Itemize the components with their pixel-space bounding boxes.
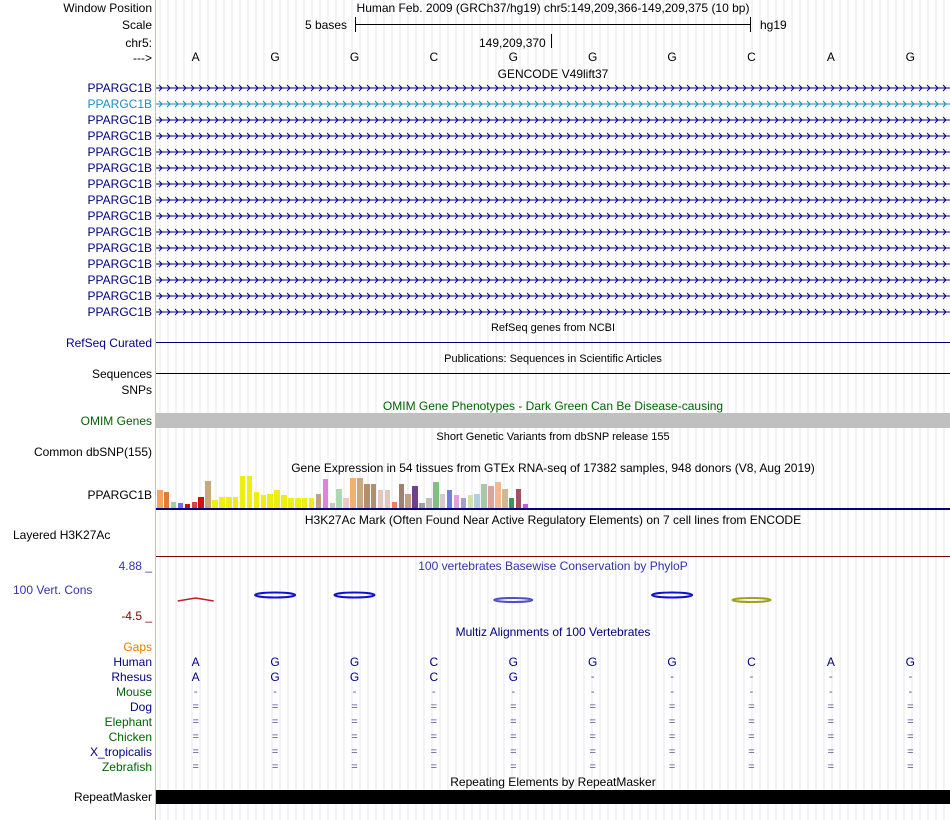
gtex-tissue-bar[interactable] — [261, 495, 267, 508]
gtex-tissue-bar[interactable] — [399, 484, 405, 508]
gtex-label[interactable]: PPARGC1B — [87, 488, 152, 502]
scale-value: 5 bases — [305, 18, 348, 32]
gencode-transcript-line[interactable] — [156, 259, 950, 269]
alignment-base: = — [827, 731, 835, 743]
gencode-item-label[interactable]: PPARGC1B — [87, 97, 152, 111]
gencode-transcript-line[interactable] — [156, 291, 950, 301]
species-label-elephant[interactable]: Elephant — [104, 715, 152, 729]
alignment-base: = — [907, 716, 914, 728]
repeatmasker-label[interactable]: RepeatMasker — [73, 790, 152, 804]
gtex-tissue-bar[interactable] — [288, 498, 294, 508]
base-letter: C — [747, 50, 756, 64]
alignment-base: = — [589, 731, 596, 743]
alignment-base: = — [430, 731, 438, 743]
gencode-item-label[interactable]: PPARGC1B — [87, 225, 152, 239]
alignment-base: - — [670, 671, 674, 683]
alignment-base: C — [429, 655, 439, 669]
alignment-base: - — [670, 686, 674, 698]
gtex-tissue-bar[interactable] — [440, 494, 446, 508]
alignment-base: = — [510, 701, 517, 713]
alignment-base: = — [430, 761, 438, 773]
alignment-base: C — [429, 670, 439, 684]
gtex-tissue-bar[interactable] — [502, 489, 508, 508]
gtex-tissue-bar[interactable] — [316, 494, 322, 508]
alignment-base: = — [748, 731, 755, 743]
h3k27ac-label[interactable]: Layered H3K27Ac — [13, 528, 111, 542]
alignment-base: - — [273, 686, 277, 698]
gtex-tissue-bar[interactable] — [371, 484, 377, 508]
repeatmasker-bar[interactable] — [156, 790, 950, 804]
base-letter: G — [349, 50, 360, 64]
omim-bar[interactable] — [156, 413, 950, 428]
alignment-base: = — [827, 716, 835, 728]
alignment-base: = — [271, 731, 279, 743]
alignment-base: = — [827, 746, 835, 758]
gtex-tissue-bar[interactable] — [295, 498, 301, 508]
alignment-base: = — [510, 731, 517, 743]
gtex-tissue-bar[interactable] — [481, 484, 487, 508]
gencode-item-label[interactable]: PPARGC1B — [87, 113, 152, 127]
alignment-base: - — [749, 686, 754, 698]
chrom-position: 149,209,370 — [479, 36, 546, 50]
gencode-item-label[interactable]: PPARGC1B — [87, 273, 152, 287]
alignment-base: = — [589, 761, 596, 773]
gencode-transcript-line[interactable] — [156, 243, 950, 253]
base-letter: C — [429, 50, 439, 64]
gencode-item-label[interactable]: PPARGC1B — [87, 305, 152, 319]
alignment-base: - — [908, 686, 913, 698]
publications-label[interactable]: Sequences — [91, 367, 152, 381]
gtex-title: Gene Expression in 54 tissues from GTEx RNA-seq of 17382 samples, 948 donors (V8, Aug 2019) — [291, 461, 815, 475]
dbsnp-title: Short Genetic Variants from dbSNP release 155 — [436, 431, 670, 443]
scale-label: Scale — [121, 18, 152, 32]
gtex-tissue-bar[interactable] — [336, 489, 342, 508]
gencode-item-label[interactable]: PPARGC1B — [87, 241, 152, 255]
chrom-label: chr5: — [125, 36, 152, 50]
gencode-item-label[interactable]: PPARGC1B — [87, 129, 152, 143]
gtex-tissue-bar[interactable] — [468, 495, 474, 508]
alignment-base: = — [192, 731, 199, 743]
gtex-tissue-bar[interactable] — [405, 494, 411, 508]
phylop-min: -4.5 _ — [121, 609, 152, 623]
phylop-max: 4.88 _ — [118, 559, 152, 573]
alignment-base: = — [907, 761, 914, 773]
base-letter: G — [270, 50, 280, 64]
alignment-base: = — [510, 746, 517, 758]
gtex-tissue-bar[interactable] — [488, 486, 494, 508]
gtex-tissue-bar[interactable] — [509, 498, 515, 508]
omim-title: OMIM Gene Phenotypes - Dark Green Can Be Disease-causing — [382, 399, 724, 413]
species-label-x_tropicalis[interactable]: X_tropicalis — [89, 745, 152, 759]
alignment-base: = — [748, 746, 755, 758]
gtex-tissue-bar[interactable] — [495, 482, 501, 508]
snps-label[interactable]: SNPs — [121, 383, 152, 397]
alignment-base: - — [432, 686, 436, 698]
gtex-tissue-bar[interactable] — [157, 490, 163, 508]
alignment-base: = — [351, 731, 358, 743]
alignment-base: G — [588, 655, 598, 669]
alignment-base: = — [351, 761, 358, 773]
alignment-base: = — [827, 761, 835, 773]
phylop-glyph — [652, 593, 692, 598]
alignment-base: = — [192, 716, 199, 728]
gaps-label[interactable]: Gaps — [123, 640, 152, 654]
alignment-base: = — [668, 716, 676, 728]
base-letter: A — [826, 50, 835, 64]
gtex-tissue-bar[interactable] — [219, 497, 225, 508]
alignment-base: = — [271, 761, 279, 773]
gtex-tissue-bar[interactable] — [212, 500, 218, 508]
alignment-base: G — [508, 670, 518, 684]
phylop-glyph — [335, 593, 375, 598]
gencode-transcript-line[interactable] — [156, 83, 950, 93]
scale-bar-right-tick — [750, 17, 751, 32]
alignment-base: = — [748, 716, 755, 728]
omim-label[interactable]: OMIM Genes — [80, 414, 152, 428]
alignment-base: - — [511, 686, 516, 698]
gtex-tissue-bar[interactable] — [274, 490, 280, 508]
base-letter: G — [508, 50, 518, 64]
gtex-tissue-bar[interactable] — [474, 494, 480, 508]
gtex-tissue-bar[interactable] — [240, 476, 246, 508]
gtex-tissue-bar[interactable] — [164, 492, 170, 508]
alignment-base: G — [270, 670, 280, 684]
gtex-tissue-bar[interactable] — [226, 497, 232, 508]
scale-bar-left-tick — [355, 17, 356, 32]
gtex-tissue-bar[interactable] — [254, 492, 260, 508]
gencode-item-label[interactable]: PPARGC1B — [87, 289, 152, 303]
alignment-base: - — [590, 686, 595, 698]
gtex-tissue-bar[interactable] — [385, 490, 391, 508]
alignment-base: = — [589, 701, 596, 713]
gtex-tissue-bar[interactable] — [233, 497, 239, 508]
gtex-tissue-bar[interactable] — [447, 490, 453, 508]
gtex-tissue-bar[interactable] — [426, 498, 432, 508]
base-letter: A — [191, 50, 200, 64]
gtex-tissue-bar[interactable] — [323, 479, 329, 508]
species-label-dog[interactable]: Dog — [129, 700, 152, 714]
gencode-transcript-line[interactable] — [156, 115, 950, 125]
gtex-tissue-bar[interactable] — [281, 495, 287, 508]
gtex-tissue-bar[interactable] — [198, 497, 204, 508]
alignment-base: = — [907, 701, 914, 713]
scale-bar — [355, 24, 751, 25]
gencode-transcript-line[interactable] — [156, 211, 950, 221]
gencode-transcript-line[interactable] — [156, 179, 950, 189]
alignment-base: = — [907, 731, 914, 743]
alignment-base: = — [192, 761, 199, 773]
phylop-glyph — [733, 598, 771, 602]
alignment-base: = — [907, 746, 914, 758]
gtex-tissue-bar[interactable] — [461, 498, 467, 508]
phylop-glyph — [178, 598, 214, 601]
alignment-base: G — [270, 655, 280, 669]
alignment-base: - — [749, 671, 754, 683]
gtex-tissue-bar[interactable] — [364, 484, 370, 508]
strand-label: ---> — [133, 51, 152, 65]
window-position-label: Window Position — [63, 1, 152, 15]
alignment-base: = — [430, 701, 438, 713]
h3k27ac-title: H3K27Ac Mark (Often Found Near Active Regulatory Elements) on 7 cell lines from ENCODE — [304, 513, 802, 527]
gencode-item-label[interactable]: PPARGC1B — [87, 161, 152, 175]
alignment-base: = — [668, 746, 676, 758]
alignment-base: - — [193, 686, 198, 698]
alignment-base: = — [668, 731, 676, 743]
gencode-title: GENCODE V49lift37 — [497, 67, 609, 81]
gencode-item-label[interactable]: PPARGC1B — [87, 177, 152, 191]
alignment-base: G — [667, 655, 677, 669]
alignment-base: = — [510, 761, 517, 773]
alignment-base: A — [826, 655, 835, 669]
alignment-base: = — [271, 716, 279, 728]
alignment-base: = — [271, 701, 279, 713]
phylop-glyph — [255, 593, 295, 598]
alignment-base: A — [191, 655, 200, 669]
gencode-transcript-line[interactable] — [156, 99, 950, 109]
gtex-tissue-bar[interactable] — [267, 494, 273, 508]
alignment-base: - — [590, 671, 595, 683]
alignment-base: A — [191, 670, 200, 684]
alignment-base: = — [668, 761, 676, 773]
refseq-title: RefSeq genes from NCBI — [490, 322, 616, 334]
alignment-base: = — [351, 716, 358, 728]
gtex-tissue-bar[interactable] — [357, 478, 363, 508]
publications-title: Publications: Sequences in Scientific Articles — [444, 353, 662, 365]
alignment-base: G — [349, 670, 360, 684]
publications-line[interactable] — [156, 373, 950, 374]
alignment-base: = — [271, 746, 279, 758]
gtex-tissue-bar[interactable] — [247, 476, 253, 508]
alignment-base: - — [908, 671, 913, 683]
alignment-base: G — [508, 655, 518, 669]
gtex-tissue-bar[interactable] — [302, 498, 308, 508]
alignment-base: = — [430, 716, 438, 728]
species-label-mouse[interactable]: Mouse — [115, 685, 152, 699]
alignment-base: = — [748, 701, 755, 713]
alignment-base: = — [430, 746, 438, 758]
alignment-base: - — [829, 686, 833, 698]
gencode-transcript-line[interactable] — [156, 163, 950, 173]
species-label-zebrafish[interactable]: Zebrafish — [101, 760, 152, 774]
species-label-rhesus[interactable]: Rhesus — [111, 670, 152, 684]
species-label-human[interactable]: Human — [113, 655, 152, 669]
gtex-tissue-bar[interactable] — [350, 478, 356, 508]
alignment-base: = — [351, 701, 358, 713]
gencode-transcript-line[interactable] — [156, 147, 950, 157]
gtex-baseline — [156, 508, 950, 510]
alignment-base: - — [352, 686, 357, 698]
gtex-tissue-bar[interactable] — [454, 495, 460, 508]
gtex-tissue-bar[interactable] — [205, 481, 211, 508]
gencode-transcript-line[interactable] — [156, 275, 950, 285]
gencode-item-label[interactable]: PPARGC1B — [87, 193, 152, 207]
gtex-tissue-bar[interactable] — [343, 498, 349, 508]
phylop-label[interactable]: 100 Vert. Cons — [13, 583, 93, 597]
alignment-base: - — [829, 671, 833, 683]
chrom-position-tick — [551, 34, 552, 48]
alignment-base: C — [747, 655, 756, 669]
phylop-glyphs[interactable] — [156, 585, 950, 610]
base-letter: G — [588, 50, 598, 64]
alignment-base: = — [589, 716, 596, 728]
repeatmasker-title: Repeating Elements by RepeatMasker — [450, 775, 656, 789]
species-label-chicken[interactable]: Chicken — [108, 730, 152, 744]
alignment-base: G — [905, 655, 915, 669]
scale-db: hg19 — [760, 18, 787, 32]
alignment-base: = — [748, 761, 755, 773]
refseq-label[interactable]: RefSeq Curated — [65, 336, 152, 350]
dbsnp-label[interactable]: Common dbSNP(155) — [33, 445, 152, 459]
gtex-tissue-bar[interactable] — [309, 498, 315, 508]
alignment-base: = — [192, 746, 199, 758]
gencode-transcript-line[interactable] — [156, 131, 950, 141]
gencode-transcript-line[interactable] — [156, 307, 950, 317]
gencode-item-label[interactable]: PPARGC1B — [87, 257, 152, 271]
alignment-base: = — [827, 701, 835, 713]
gtex-tissue-bar[interactable] — [412, 486, 418, 508]
alignment-base: = — [668, 701, 676, 713]
multiz-title: Multiz Alignments of 100 Vertebrates — [455, 625, 651, 639]
alignment-base: = — [510, 716, 517, 728]
refseq-line[interactable] — [156, 342, 950, 343]
gencode-item-label[interactable]: PPARGC1B — [87, 209, 152, 223]
phylop-glyph — [494, 598, 532, 602]
alignment-base: = — [351, 746, 358, 758]
alignment-base: = — [192, 701, 199, 713]
gtex-tissue-bar[interactable] — [433, 482, 439, 508]
base-letter: G — [667, 50, 677, 64]
gtex-tissue-bar[interactable] — [378, 490, 384, 508]
window-position-value: Human Feb. 2009 (GRCh37/hg19) chr5:149,209,366-149,209,375 (10 bp) — [356, 1, 750, 15]
alignment-base: G — [349, 655, 360, 669]
gencode-item-label[interactable]: PPARGC1B — [87, 145, 152, 159]
gtex-tissue-bar[interactable] — [516, 489, 522, 508]
base-letter: G — [905, 50, 915, 64]
gencode-item-label[interactable]: PPARGC1B — [87, 81, 152, 95]
phylop-title: 100 vertebrates Basewise Conservation by PhyloP — [418, 559, 688, 573]
gencode-transcript-line[interactable] — [156, 227, 950, 237]
alignment-base: = — [589, 746, 596, 758]
h3k27ac-baseline — [156, 556, 950, 557]
gencode-transcript-line[interactable] — [156, 195, 950, 205]
